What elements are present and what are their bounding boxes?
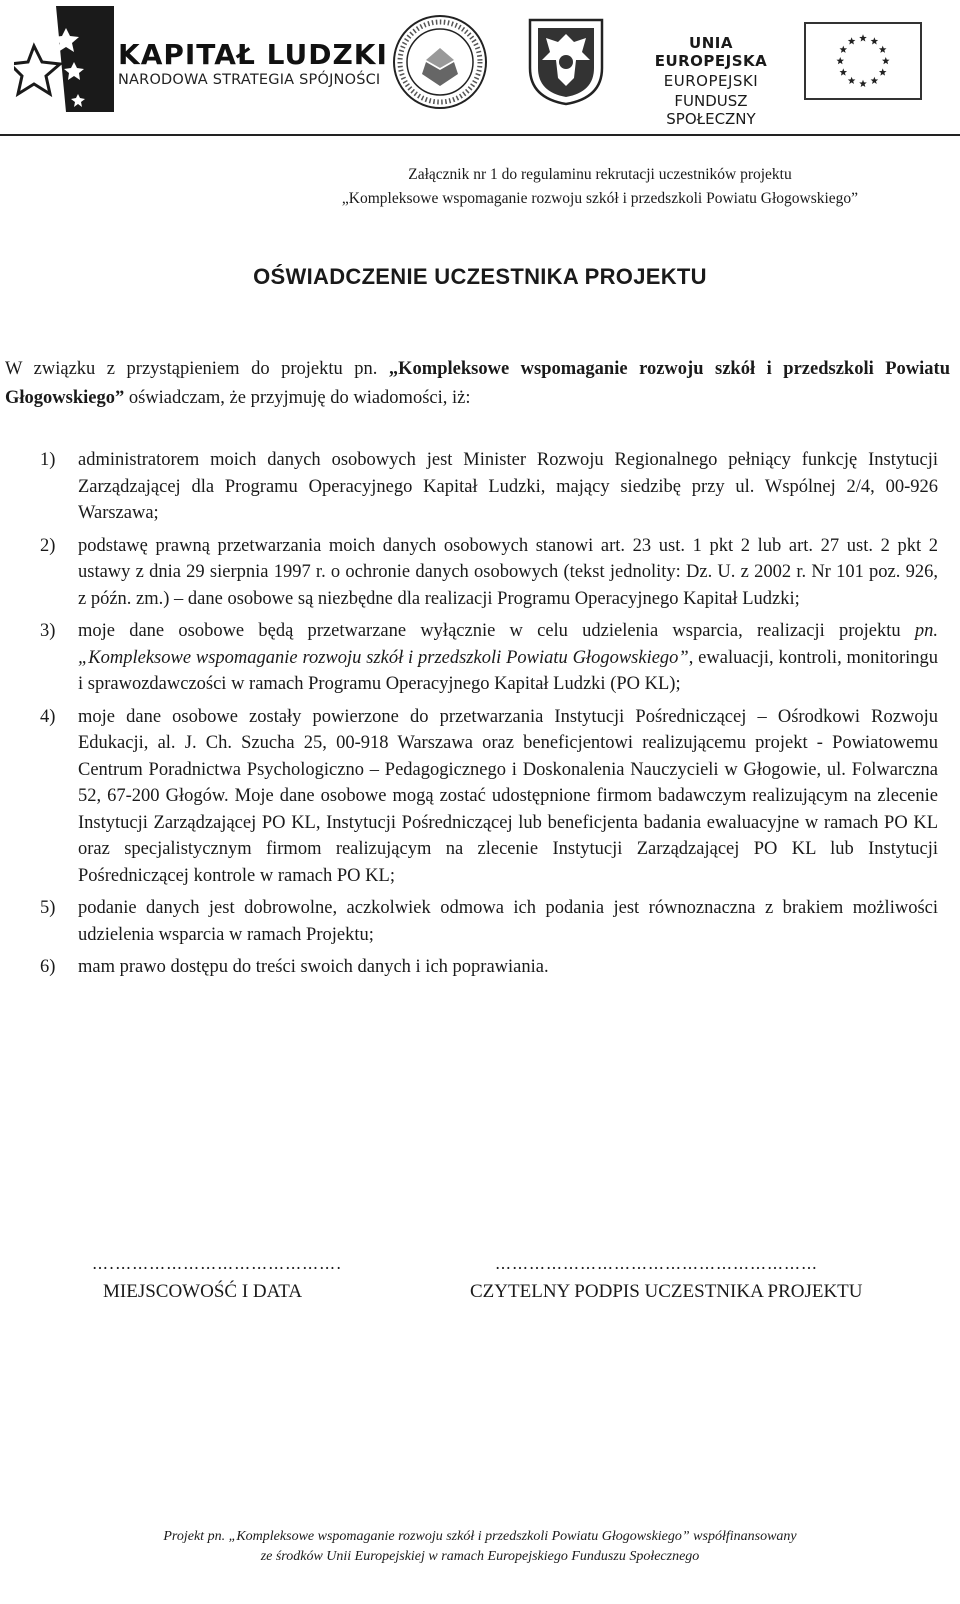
eu-star-icon <box>871 77 879 84</box>
kl-title: KAPITAŁ LUDZKI <box>118 38 388 71</box>
intro-suffix: oświadczam, że przyjmuję do wiadomości, iż: <box>124 388 471 408</box>
kl-subtitle: NARODOWA STRATEGIA SPÓJNOŚCI <box>118 72 381 88</box>
eu-star-icon <box>848 77 856 84</box>
intro-paragraph <box>5 355 950 413</box>
ue-wordmark <box>632 34 790 128</box>
item-number: 4) <box>40 706 56 727</box>
item-number: 3) <box>40 621 56 641</box>
eu-star-icon <box>836 57 844 64</box>
ue-line2: EUROPEJSKI <box>663 72 759 90</box>
footer-line-1: Projekt pn. „Kompleksowe wspomaganie rozwoju szkół i przedszkoli Powiatu Głogowskiego” współfinansowany <box>163 1529 797 1544</box>
footer-note <box>0 1527 960 1567</box>
item-text-post: , ewaluacji, kontroli, monitoringu i sprawozdawczości w ramach Programu Operacyjnego Kapitał Ludzki (PO KL); <box>78 647 938 694</box>
annex-note <box>320 163 880 211</box>
annex-line-2: „Kompleksowe wspomaganie rozwoju szkół i przedszkoli Powiatu Głogowskiego” <box>341 190 859 207</box>
list-item <box>40 533 938 613</box>
header-divider <box>0 134 960 136</box>
list-item <box>40 447 938 527</box>
logo-header <box>0 0 960 135</box>
place-date-label: MIEJSCOWOŚĆ I DATA <box>103 1281 303 1302</box>
eu-star-icon <box>882 57 890 64</box>
item-text: moje dane osobowe zostały powierzone do przetwarzania Instytucji Pośredniczącej – Ośrodkowi Rozwoju Edukacji, al. J. Ch. Szucha 25, 00-918 Warszawa oraz beneficjentowi realizującemu projekt - Powiatowemu Centrum Poradnictwa Psychologiczno – Pedagogicznego i Doskonalenia Nauczycieli w Głogowie, ul. Folwarczna 52, 67-200 Głogów. Moje dane osobowe mogą zostać udostępnione firmom badawczym realizującym na zlecenie Instytucji Zarządzającej PO KL, Instytucji Pośredniczącej lub beneficjenta badania ewaluacyjne w ramach PO KL oraz specjalistycznym firmom realizującym na zlecenie Instytucji Zarządzającej PO KL lub Instytucji Pośredniczącej kontrole w ramach PO KL; <box>78 706 938 886</box>
list-item <box>40 618 938 698</box>
footer-line-2: ze środków Unii Europejskiej w ramach Europejskiego Funduszu Społecznego <box>260 1549 700 1564</box>
kapital-ludzki-wordmark <box>118 40 388 88</box>
eu-star-icon <box>848 37 856 44</box>
item-text-pre: moje dane osobowe będą przetwarzane wyłącznie w celu udzielenia wsparcia, realizacji projektu <box>78 621 915 641</box>
list-item <box>40 704 938 890</box>
kapital-ludzki-logo <box>14 6 114 112</box>
statement-list <box>40 447 938 987</box>
list-item <box>40 895 938 948</box>
annex-line-1: Załącznik nr 1 do regulaminu rekrutacji uczestników projektu <box>408 166 792 183</box>
ue-line3: FUNDUSZ SPOŁECZNY <box>666 92 756 128</box>
intro-prefix: W związku z przystąpieniem do projektu pn. <box>5 359 389 379</box>
signature-label: CZYTELNY PODPIS UCZESTNIKA PROJEKTU <box>470 1281 863 1302</box>
item-text: administratorem moich danych osobowych jest Minister Rozwoju Regionalnego pełniący funkcję Instytucji Zarządzającej dla Programu Operacyjnego Kapitał Ludzki, mający siedzibę przy ul. Wspólnej 2/4, 00-926 Warszawa; <box>78 450 938 523</box>
document-title: OŚWIADCZENIE UCZESTNIKA PROJEKTU <box>253 264 707 289</box>
item-text: podanie danych jest dobrowolne, aczkolwiek odmowa ich podania jest równoznaczna z brakiem możliwości udzielenia wsparcia w ramach Projektu; <box>78 898 938 945</box>
place-date-line: ….…………………………………. <box>92 1254 343 1273</box>
eu-star-icon <box>859 34 867 41</box>
item-number: 6) <box>40 957 56 977</box>
item-number: 1) <box>40 450 56 470</box>
pcp-seal-logo <box>392 14 488 110</box>
eu-star-icon <box>859 80 867 87</box>
eu-flag-icon <box>804 22 922 100</box>
intro-project-name: „Kompleksowe wspomaganie rozwoju szkół i przedszkoli Powiatu Głogowskiego” <box>5 359 950 408</box>
item-number: 2) <box>40 535 56 556</box>
list-item <box>40 954 938 981</box>
ue-line1: UNIA EUROPEJSKA <box>654 34 768 70</box>
item-text: mam prawo dostępu do treści swoich danych i ich poprawiania. <box>78 957 549 977</box>
item-project-name: pn. „Kompleksowe wspomaganie rozwoju szkół i przedszkoli Powiatu Głogowskiego” <box>78 621 938 668</box>
signature-line: ………………………………………………… <box>495 1254 818 1273</box>
eu-star-icon <box>839 46 847 53</box>
item-number: 5) <box>40 898 56 918</box>
eu-star-icon <box>871 37 879 44</box>
eu-star-icon <box>879 46 887 53</box>
eu-star-icon <box>839 68 847 75</box>
eu-star-icon <box>879 68 887 75</box>
item-text: podstawę prawną przetwarzania moich danych osobowych stanowi art. 23 ust. 1 pkt 2 lub art. 27 ust. 2 pkt 2 ustawy z dnia 29 sierpnia 1997 r. o ochronie danych osobowych (tekst jednolity: Dz. U. z 2002 r. Nr 101 poz. 926, z późn. zm.) – dane osobowe są niezbędne dla realizacji Programu Operacyjnego Kapitał Ludzki; <box>78 535 938 609</box>
coat-of-arms-eagle-icon <box>528 18 604 106</box>
